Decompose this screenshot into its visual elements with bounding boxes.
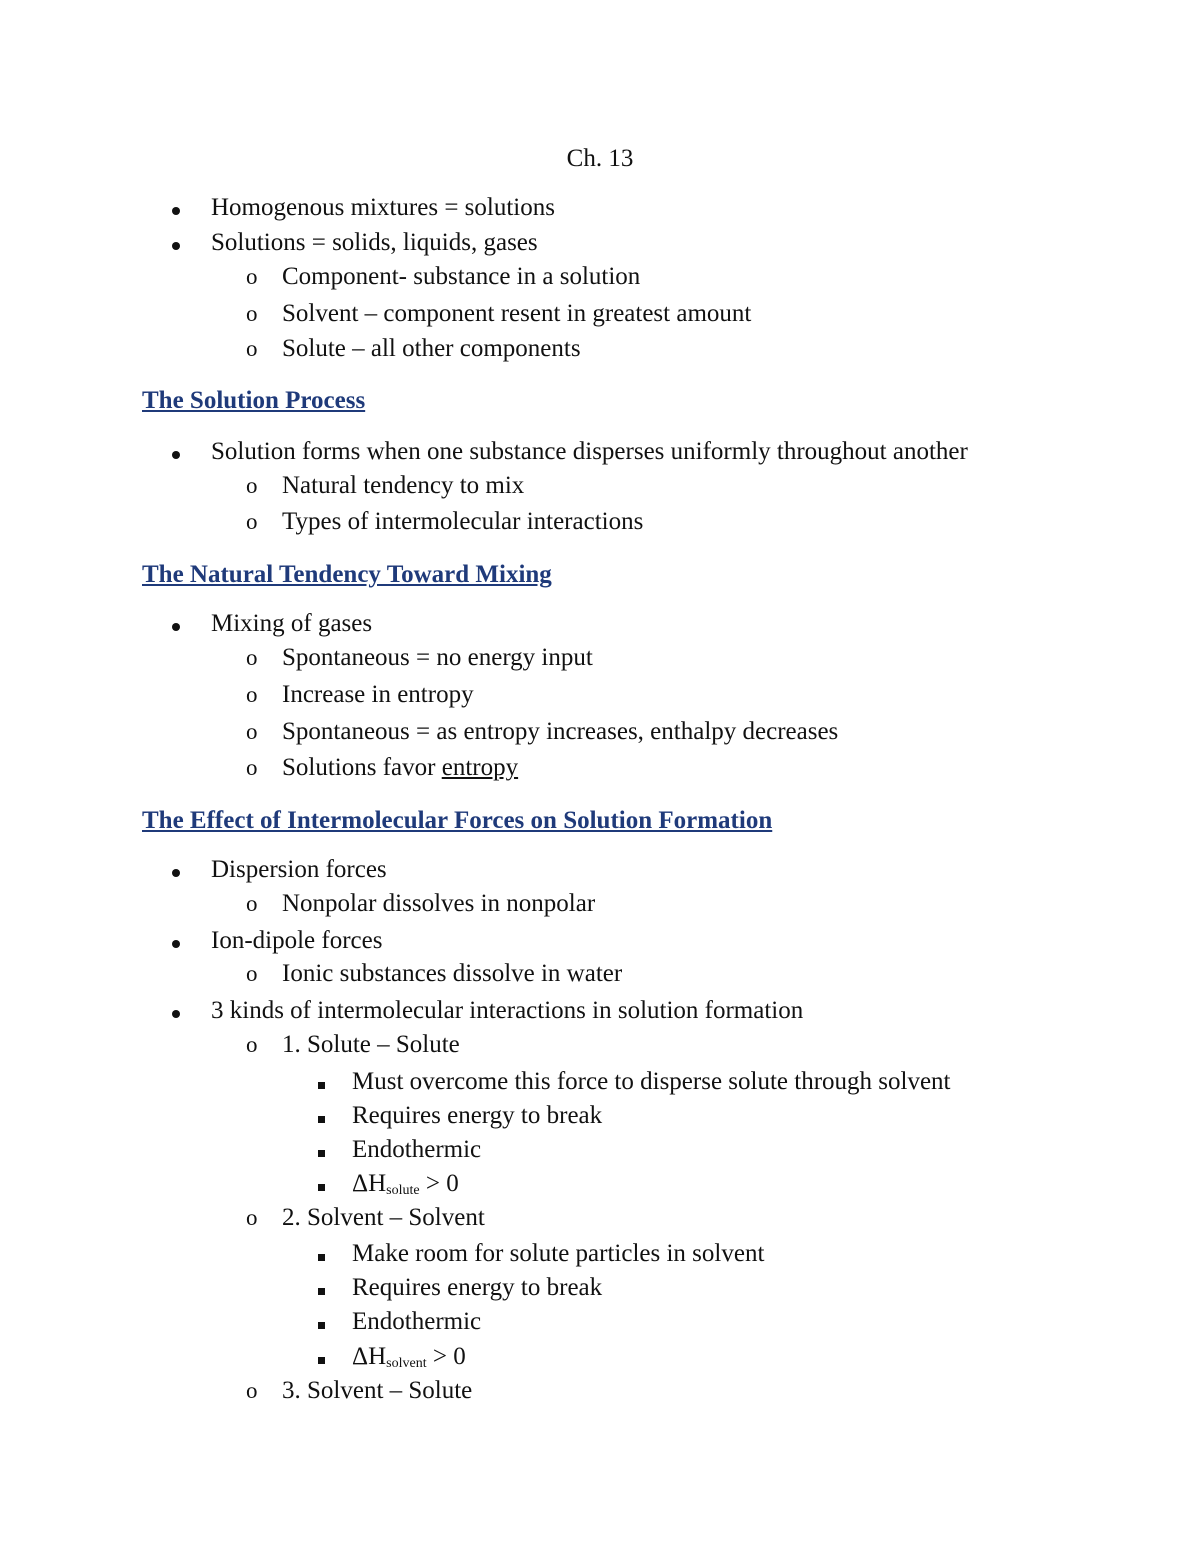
bullet-dot-icon: [172, 926, 192, 956]
section-heading: The Effect of Intermolecular Forces on Solution Formation: [142, 807, 773, 834]
bullet-dot-icon: [172, 193, 192, 223]
bullet-circle-icon: o: [246, 473, 258, 498]
section-heading: The Solution Process: [142, 387, 366, 414]
bullet-square-icon: [318, 1101, 338, 1131]
bullet-square-icon: [318, 1239, 338, 1269]
bullet-square-icon: [318, 1273, 338, 1303]
document-page: Ch. 13 Homogenous mixtures = solutions Solutions = solids, liquids, gases o Component- substance in a solution o Solvent – component resent in greatest amount o Solute – all other components The Solution Process Solution forms when one substance disperses uniformly throughout another o Natural tendency to mix o Types of intermolecular interactions The Natural Tendency Toward Mixing Mixing of gases o Spontaneous = no energy input o Increase in entropy o Spontaneous = as entropy increases, enthalpy decreases o Solutions favor entropy The Effect of Intermolecular Forces on Solution Formation Dispersion forces o Nonpolar dissolves in nonpolar Ion-dipole forces o Ionic substances dissolve in water 3 kinds of intermolecular interactions in solution formation o 1. Solute – Solute Must overcome this force to disperse solute through solvent Requires energy to break Endothermic $\Delta H_{solute} > 0$ o 2. Solvent – Solvent Make room for solute particles in solvent Requires energy to break Endothermic $\Delta H_{solvent} > 0$ o 3. Solvent – Solute: [0, 0, 1200, 1553]
bullet-square-icon: [318, 1169, 338, 1199]
bullet-circle-icon: o: [246, 301, 258, 326]
bullet-square-icon: [318, 1135, 338, 1165]
bullet-square-icon: [318, 1307, 338, 1337]
bullet-circle-icon: o: [246, 264, 258, 289]
bullet-dot-icon: [172, 437, 192, 467]
enthalpy-expression: $\Delta H_{solvent} > 0$: [352, 1343, 466, 1371]
bullet-circle-icon: o: [246, 682, 258, 707]
enthalpy-expression: $\Delta H_{solute} > 0$: [352, 1170, 459, 1198]
bullet-circle-icon: o: [246, 336, 258, 361]
section-heading: The Natural Tendency Toward Mixing: [142, 561, 552, 588]
bullet-dot-icon: [172, 609, 192, 639]
bullet-circle-icon: o: [246, 645, 258, 670]
bullet-circle-icon: o: [246, 891, 258, 916]
bullet-circle-icon: o: [246, 719, 258, 744]
page-title: Ch. 13: [566, 145, 634, 172]
bullet-circle-icon: o: [246, 1205, 258, 1230]
bullet-square-icon: [318, 1342, 338, 1372]
bullet-circle-icon: o: [246, 509, 258, 534]
bullet-dot-icon: [172, 855, 192, 885]
bullet-circle-icon: o: [246, 1032, 258, 1057]
bullet-circle-icon: o: [246, 1378, 258, 1403]
underlined-word: entropy: [441, 754, 519, 781]
bullet-circle-icon: o: [246, 755, 258, 780]
bullet-dot-icon: [172, 996, 192, 1026]
bullet-square-icon: [318, 1067, 338, 1097]
bullet-circle-icon: o: [246, 961, 258, 986]
bullet-dot-icon: [172, 228, 192, 258]
